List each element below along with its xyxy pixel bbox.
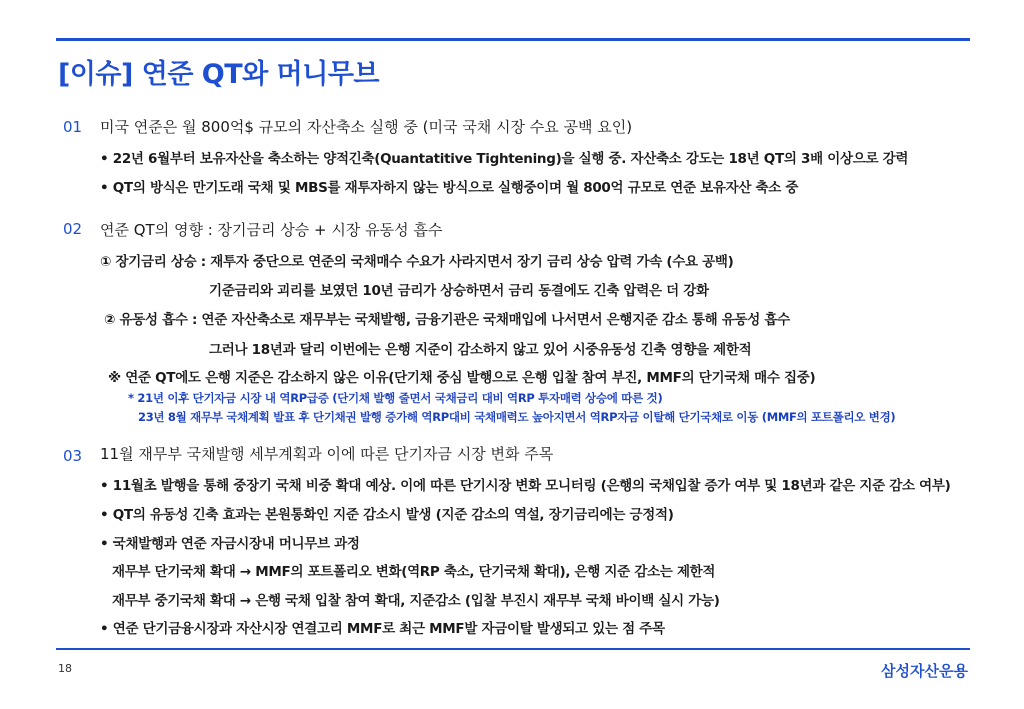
section-02-note-2: 23년 8월 재무부 국채계획 발표 후 단기채권 발행 증가해 역RP대비 국채매력도 높아지면서 역RP자금 이탈해 단기국채로 이동 (MMF의 포트폴리오 변경)	[138, 410, 896, 424]
section-02-point-1-detail: 기준금리와 괴리를 보였던 10년 금리가 상승하면서 금리 동결에도 긴축 압력은 더 강화	[209, 283, 709, 299]
section-heading-01: 미국 연준은 월 800억$ 규모의 자산축소 실행 중 (미국 국채 시장 수요 공백 요인)	[100, 118, 633, 136]
section-02-point-2: ② 유동성 흡수 : 연준 자산축소로 재무부는 국채발행, 금융기관은 국채매입에 나서면서 은행지준 감소 통해 유동성 흡수	[104, 312, 790, 328]
section-03-flow-2: 재무부 중기국채 확대 → 은행 국채 입찰 참여 확대, 지준감소 (입찰 부진시 재무부 국채 바이백 실시 가능)	[112, 593, 720, 609]
section-01-bullet-2: • QT의 방식은 만기도래 국채 및 MBS를 재투자하지 않는 방식으로 실행중이며 월 800억 규모로 연준 보유자산 축소 중	[100, 180, 799, 196]
section-heading-03: 11월 재무부 국채발행 세부계획과 이에 따른 단기자금 시장 변화 주목	[100, 445, 554, 463]
page-title: [이슈] 연준 QT와 머니무브	[58, 59, 379, 90]
page-number: 18	[58, 662, 72, 675]
section-01-bullet-1: • 22년 6월부터 보유자산을 축소하는 양적긴축(Quantatitive Tightening)을 실행 중. 자산축소 강도는 18년 QT의 3배 이상으로 강력	[100, 151, 909, 167]
section-number-01: 01	[63, 118, 83, 136]
section-02-point-2-detail: 그러나 18년과 달리 이번에는 은행 지준이 감소하지 않고 있어 시중유동성 긴축 영향을 제한적	[209, 342, 752, 358]
section-03-flow-1: 재무부 단기국채 확대 → MMF의 포트폴리오 변화(역RP 축소, 단기국채 확대), 은행 지준 감소는 제한적	[112, 564, 716, 580]
section-02-point-1: ① 장기금리 상승 : 재투자 중단으로 연준의 국채매수 수요가 사라지면서 장기 금리 상승 압력 가속 (수요 공백)	[100, 254, 734, 270]
brand-logo-text: 삼성자산운용	[881, 662, 968, 680]
top-rule	[56, 38, 970, 41]
section-number-02: 02	[63, 220, 83, 238]
section-03-bullet-4: • 연준 단기금융시장과 자산시장 연결고리 MMF로 최근 MMF발 자금이탈 발생되고 있는 점 주목	[100, 621, 665, 637]
section-03-bullet-3: • 국채발행과 연준 자금시장내 머니무브 과정	[100, 536, 360, 552]
section-03-bullet-2: • QT의 유동성 긴축 효과는 본원통화인 지준 감소시 발생 (지준 감소의 역설, 장기금리에는 긍정적)	[100, 507, 674, 523]
section-heading-02: 연준 QT의 영향 : 장기금리 상승 + 시장 유동성 흡수	[100, 221, 443, 239]
bottom-rule	[56, 648, 970, 650]
section-03-bullet-1: • 11월초 발행을 통해 중장기 국채 비중 확대 예상. 이에 따른 단기시장 변화 모니터링 (은행의 국채입찰 증가 여부 및 18년과 같은 지준 감소 여부)	[100, 478, 951, 494]
section-number-03: 03	[63, 447, 83, 465]
section-02-note-1: * 21년 이후 단기자금 시장 내 역RP급증 (단기채 발행 줄면서 국채금리 대비 역RP 투자매력 상승에 따른 것)	[128, 391, 663, 405]
section-02-remark: ※ 연준 QT에도 은행 지준은 감소하지 않은 이유(단기채 중심 발행으로 은행 입찰 참여 부진, MMF의 단기국채 매수 집중)	[108, 370, 816, 386]
